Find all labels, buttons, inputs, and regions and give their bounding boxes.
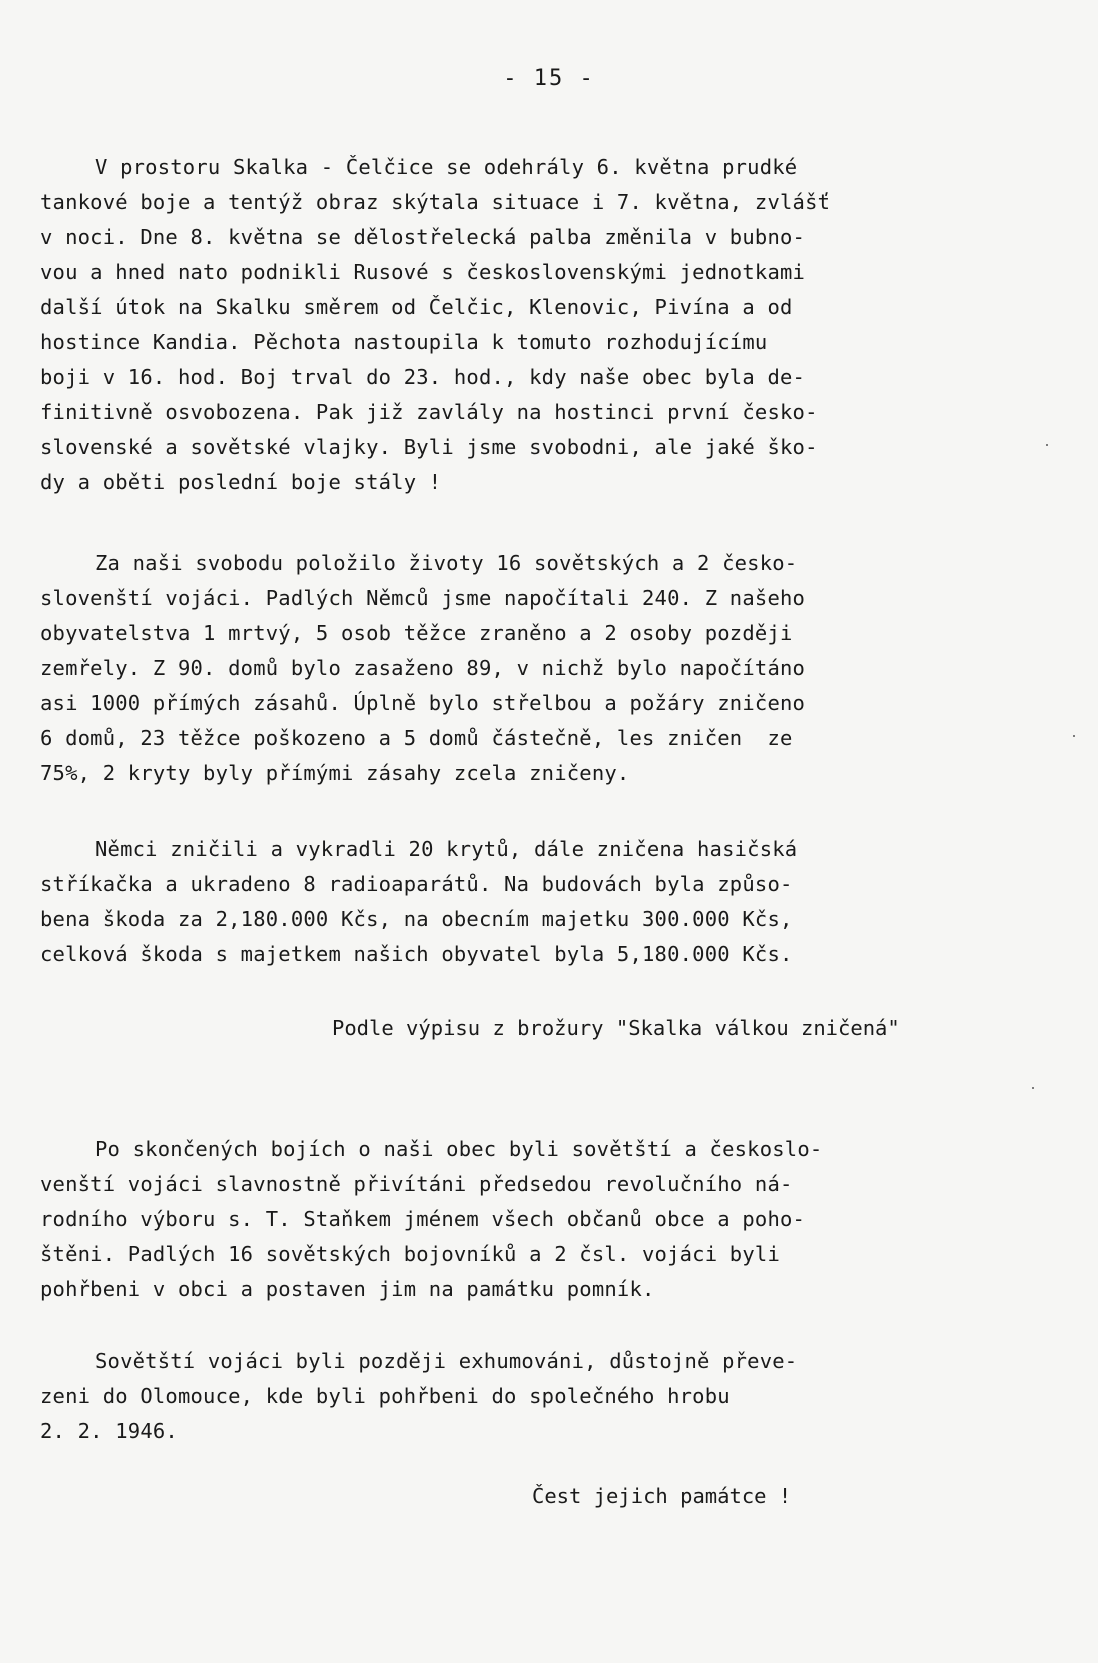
text-line: obyvatelstva 1 mrtvý, 5 osob těžce zraněno a 2 osoby později — [40, 621, 793, 645]
text-line: asi 1000 přímých zásahů. Úplně bylo střelbou a požáry zničeno — [40, 691, 806, 715]
paragraph-battle-account — [40, 150, 1040, 500]
text-line: dy a oběti poslední boje stály ! — [40, 470, 442, 494]
scan-speck — [1046, 444, 1048, 446]
text-line: štěni. Padlých 16 sovětských bojovníků a 2 čsl. vojáci byli — [40, 1242, 780, 1266]
text-line: bena škoda za 2,180.000 Kčs, na obecním majetku 300.000 Kčs, — [40, 907, 793, 931]
text-line: venští vojáci slavnostně přivítáni předsedou revolučního ná- — [40, 1172, 793, 1196]
text-line: stříkačka a ukradeno 8 radioaparátů. Na budovách byla způso- — [40, 872, 793, 896]
text-line: boji v 16. hod. Boj trval do 23. hod., kdy naše obec byla de- — [40, 365, 806, 389]
closing-line: Čest jejich památce ! — [532, 1484, 792, 1508]
text-line: hostince Kandia. Pěchota nastoupila k tomuto rozhodujícímu — [40, 330, 768, 354]
text-line: finitivně osvobozena. Pak již zavlály na hostinci první česko- — [40, 400, 818, 424]
text-line: tankové boje a tentýž obraz skýtala situace i 7. května, zvlášť — [40, 190, 831, 214]
paragraph-exhumation — [40, 1344, 1040, 1449]
text-line: pohřbeni v obci a postaven jim na památku pomník. — [40, 1277, 655, 1301]
text-line: další útok na Skalku směrem od Čelčic, Klenovic, Pivína a od — [40, 295, 793, 319]
text-line: v noci. Dne 8. května se dělostřelecká palba změnila v bubno- — [40, 225, 806, 249]
page-number: - 15 - — [503, 66, 595, 91]
text-line: 6 domů, 23 těžce poškozeno a 5 domů částečně, les zničen ze — [40, 726, 793, 750]
text-line: 2. 2. 1946. — [40, 1419, 178, 1443]
text-line: 75%, 2 kryty byly přímými zásahy zcela zničeny. — [40, 761, 630, 785]
text-line: slovenští vojáci. Padlých Němců jsme napočítali 240. Z našeho — [40, 586, 806, 610]
text-line: vou a hned nato podnikli Rusové s československými jednotkami — [40, 260, 806, 284]
text-line: rodního výboru s. T. Staňkem jménem všech občanů obce a poho- — [40, 1207, 806, 1231]
paragraph-welcome-and-burial — [40, 1132, 1040, 1307]
source-note: Podle výpisu z brožury "Skalka válkou zničená" — [332, 1016, 900, 1040]
scan-speck — [1032, 1087, 1034, 1089]
paragraph-damages — [40, 832, 1040, 972]
text-line: celková škoda s majetkem našich obyvatel byla 5,180.000 Kčs. — [40, 942, 793, 966]
text-line: Za naši svobodu položilo životy 16 sovětských a 2 česko- — [95, 551, 798, 575]
text-line: slovenské a sovětské vlajky. Byli jsme svobodni, ale jaké ško- — [40, 435, 818, 459]
scan-speck — [1073, 735, 1075, 737]
text-line: zeni do Olomouce, kde byli pohřbeni do společného hrobu — [40, 1384, 730, 1408]
text-line: zemřely. Z 90. domů bylo zasaženo 89, v nichž bylo napočítáno — [40, 656, 806, 680]
text-line: Němci zničili a vykradli 20 krytů, dále zničena hasičská — [95, 837, 798, 861]
paragraph-casualties — [40, 546, 1040, 791]
text-line: Po skončených bojích o naši obec byli sovětští a českoslo- — [95, 1137, 823, 1161]
text-line: Sovětští vojáci byli později exhumováni, důstojně převe- — [95, 1349, 798, 1373]
text-line: V prostoru Skalka - Čelčice se odehrály 6. května prudké — [95, 155, 798, 179]
